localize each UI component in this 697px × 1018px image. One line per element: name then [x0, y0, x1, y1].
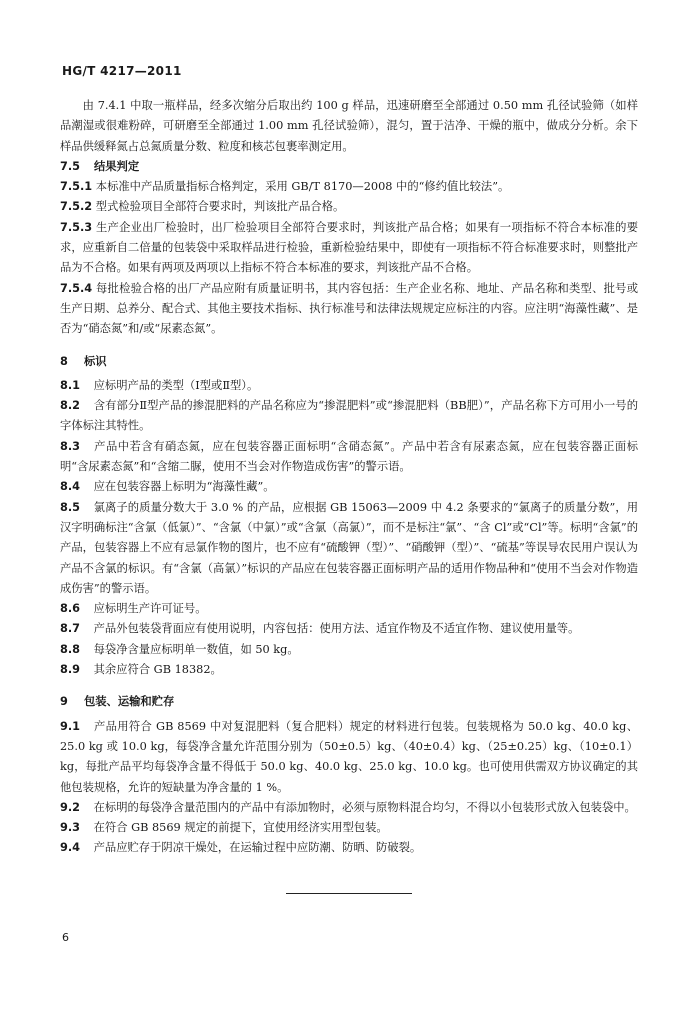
clause-text: 生产企业出厂检验时，出厂检验项目全部符合要求时，判该批产品合格；如果有一项指标不符合本标准的要求，应重新自二倍量的包装袋中采取样品进行检验，重新检验结果中，即使有一项指标不符合标准要求时，则整批产品为不合格。如果有两项及两项以上指标不符合本标准的要求，判该批产品不合格。 [60, 220, 638, 275]
clause-text: 产品应贮存于阴凉干燥处，在运输过程中应防潮、防晒、防破裂。 [93, 841, 422, 855]
clause-9-4 [60, 838, 638, 858]
clause-number: 7.5.1 [60, 180, 93, 194]
section-title: 标识 [83, 354, 107, 368]
section-8-heading [60, 352, 638, 372]
clause-7-5-4 [60, 279, 638, 340]
clause-7-5-1 [60, 177, 638, 197]
clause-8-9 [60, 660, 638, 680]
clause-text: 应标明生产许可证号。 [93, 602, 207, 616]
clause-8-8 [60, 640, 638, 660]
clause-text: 每批检验合格的出厂产品应附有质量证明书，其内容包括：生产企业名称、地址、产品名称和类型、批号或生产日期、总养分、配合式、其他主要技术指标、执行标准号和法律法规规定应标注的内容。应注明“海藻性藏”、是否为“硝态氮”和/或“尿素态氮”。 [60, 281, 638, 336]
clause-number: 9.4 [60, 841, 81, 855]
clause-number: 7.5.2 [60, 200, 93, 214]
section-title: 包装、运输和贮存 [83, 695, 175, 709]
clause-text: 应在包装容器上标明为“海藻性藏”。 [93, 480, 275, 494]
clause-9-1 [60, 717, 638, 798]
clause-text: 本标准中产品质量指标合格判定，采用 GB/T 8170—2008 中的“修约值比较法”。 [95, 180, 510, 194]
clause-number: 9.3 [60, 821, 81, 835]
clause-text: 产品外包装袋背面应有使用说明，内容包括：使用方法、适宜作物及不适宜作物、建议使用量等。 [93, 622, 580, 636]
clause-9-3 [60, 818, 638, 838]
clause-text: 在标明的每袋净含量范围内的产品中有添加物时，必须与原物料混合均匀，不得以小包装形式放入包装袋中。 [93, 800, 636, 814]
clause-number: 8.4 [60, 480, 81, 494]
clause-8-7 [60, 619, 638, 639]
standard-code: HG/T 4217—2011 [62, 64, 182, 78]
document-body [60, 96, 638, 859]
clause-8-3 [60, 437, 638, 478]
clause-number: 8.3 [60, 439, 81, 453]
section-number: 9 [60, 695, 68, 709]
clause-number: 8.7 [60, 622, 81, 636]
clause-8-1 [60, 376, 638, 396]
end-rule [286, 893, 412, 894]
clause-7-5-2 [60, 197, 638, 217]
clause-number: 8.6 [60, 602, 81, 616]
section-title: 结果判定 [93, 159, 140, 173]
clause-number: 7.5.3 [60, 220, 93, 234]
section-number: 8 [60, 354, 68, 368]
clause-text: 在符合 GB 8569 规定的前提下，宜使用经济实用型包装。 [93, 821, 388, 835]
clause-text: 产品用符合 GB 8569 中对复混肥料（复合肥料）规定的材料进行包装。包装规格为 50.0 kg、40.0 kg、25.0 kg 或 10.0 kg，每袋净含量允许范围分别为（50±0.5）kg、（40±0.4）kg、（25±0.25）kg、（10±0.1）kg，每批产品平均每袋净含量不得低于 50.0 kg、40.0 kg、25.0 kg、10.0 kg。也可使用供需双方协议确定的其他包装规格，允许的短缺量为净含量的 1 %。 [60, 719, 638, 794]
clause-text: 氯离子的质量分数大于 3.0 % 的产品，应根据 GB 15063—2009 中 4.2 条要求的“氯离子的质量分数”，用汉字明确标注“含氯（低氯）”、“含氯（中氯）”或“含氯（高氯）”，而不是标注“氯”、“含 Cl”或“Cl”等。标明“含氯”的产品，包装容器上不应有忌氯作物的图片，也不应有“硫酸钾（型）”、“硝酸钾（型）”、“硫基”等误导农民用户误认为产品不含氯的标识。有“含氯（高氯）”标识的产品应在包装容器正面标明产品的适用作物品种和“使用不当会对作物造成伤害”的警示语。 [60, 500, 638, 595]
clause-9-2 [60, 798, 638, 818]
clause-number: 8.9 [60, 663, 81, 677]
clause-number: 8.2 [60, 399, 81, 413]
clause-text: 型式检验项目全部符合要求时，判该批产品合格。 [95, 200, 345, 214]
clause-number: 9.2 [60, 800, 81, 814]
clause-7-5-3 [60, 218, 638, 279]
clause-number: 9.1 [60, 719, 81, 733]
section-number: 7.5 [60, 159, 81, 173]
section-9-heading [60, 692, 638, 712]
clause-8-5 [60, 498, 638, 599]
page-number: 6 [62, 931, 69, 944]
clause-8-2 [60, 396, 638, 437]
clause-8-4 [60, 477, 638, 497]
clause-text: 产品中若含有硝态氮，应在包装容器正面标明“含硝态氮”。产品中若含有尿素态氮，应在包装容器正面标明“含尿素态氮”和“含缩二脲，使用不当会对作物造成伤害”的警示语。 [60, 439, 639, 474]
section-7-5-heading [60, 157, 638, 177]
clause-8-6 [60, 599, 638, 619]
clause-text: 每袋净含量应标明单一数值，如 50 kg。 [93, 642, 299, 656]
clause-number: 7.5.4 [60, 281, 93, 295]
clause-text: 其余应符合 GB 18382。 [93, 663, 222, 677]
clause-number: 8.8 [60, 642, 81, 656]
clause-text: 含有部分Ⅱ型产品的掺混肥料的产品名称应为“掺混肥料”或“掺混肥料（BB肥）”，产品名称下方可用小一号的字体标注其特性。 [60, 399, 638, 433]
clause-number: 8.5 [60, 500, 81, 514]
clause-text: 应标明产品的类型（Ⅰ型或Ⅱ型）。 [93, 378, 259, 392]
clause-number: 8.1 [60, 378, 81, 392]
intro-paragraph: 由 7.4.1 中取一瓶样品，经多次缩分后取出约 100 g 样品，迅速研磨至全部通过 0.50 mm 孔径试验筛（如样品潮湿或很难粉碎，可研磨至全部通过 1.00 mm 孔径试验筛），混匀，置于洁净、干燥的瓶中，做成分分析。余下样品供缓释氮占总氮质量分数、粒度和核芯包裹率测定用。 [60, 99, 638, 153]
